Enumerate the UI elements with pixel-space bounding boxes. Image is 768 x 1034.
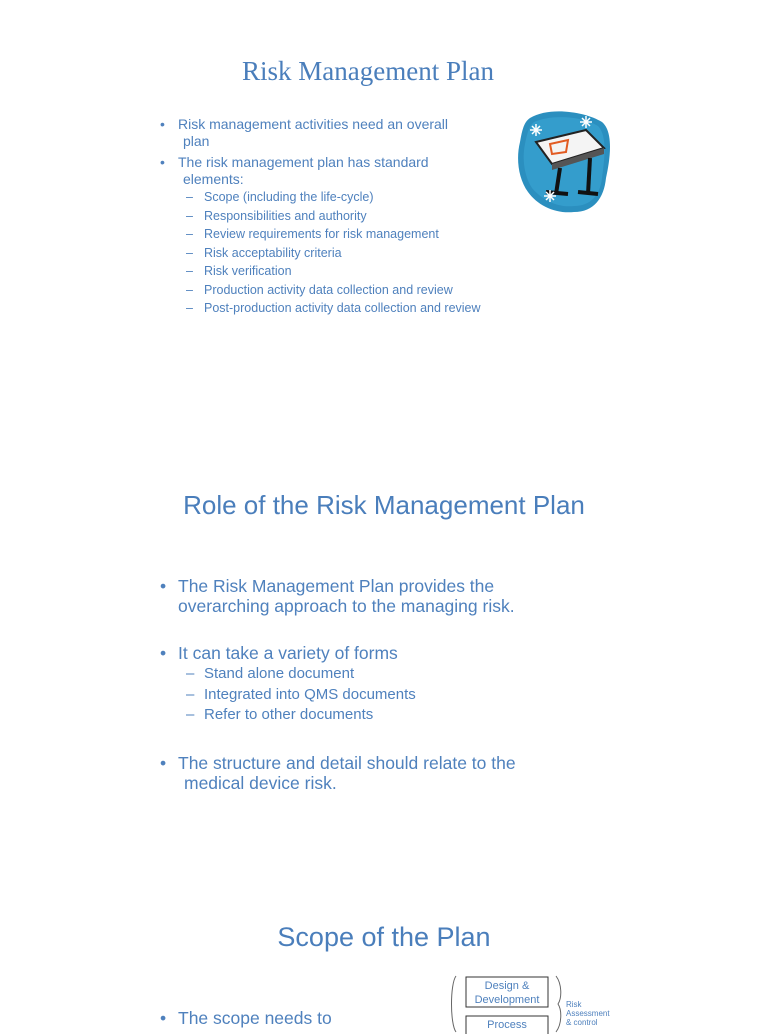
drafting-table-icon: [516, 108, 612, 216]
bullet-item: [158, 154, 508, 316]
bullet-text: • The Risk Management Plan provides the: [178, 576, 495, 596]
bullet-text-continued: overarching approach to the managing risk.: [178, 596, 515, 616]
bullet-list: [158, 1008, 418, 1028]
box-label: Design &: [484, 980, 530, 992]
bullet-text: • The scope needs to: [178, 1008, 332, 1028]
bullet-text: • The risk management plan has standard: [178, 154, 429, 170]
sub-bullet-item: – Refer to other documents: [182, 705, 608, 726]
sub-bullet-item: – Post-production activity data collection and review: [182, 301, 508, 316]
bullet-list: [158, 116, 508, 320]
slide-title: Scope of the Plan: [277, 922, 491, 952]
slide-title: Role of the Risk Management Plan: [183, 490, 585, 520]
slide-title: Risk Management Plan: [242, 56, 494, 86]
sub-bullet-item: – Review requirements for risk management: [182, 227, 508, 242]
slide-scope-of-plan: [0, 910, 768, 1031]
bullet-text-continued: elements:: [183, 171, 244, 187]
sub-bullet-item: – Risk verification: [182, 264, 508, 279]
sub-bullet-item: – Integrated into QMS documents: [182, 685, 608, 706]
bullet-item: [158, 643, 608, 726]
bullet-text: • Risk management activities need an overall: [178, 116, 449, 132]
bullet-text-continued: medical device risk.: [184, 772, 337, 793]
lifecycle-diagram: [444, 974, 624, 1034]
bullet-text-continued: plan: [183, 133, 210, 149]
box-label: Process: [487, 1019, 527, 1031]
bullet-item: [158, 116, 508, 150]
bullet-text: • The structure and detail should relate to the: [178, 752, 516, 773]
sub-bullet-item: – Scope (including the life-cycle): [182, 190, 508, 205]
bullet-text: • It can take a variety of forms: [178, 643, 398, 663]
side-label: Risk: [566, 1000, 582, 1009]
bullet-item: [158, 753, 608, 793]
bullet-item: [158, 576, 608, 616]
slide-risk-management-plan: [0, 0, 768, 430]
forms-list: [178, 664, 608, 726]
side-label: & control: [566, 1018, 598, 1027]
side-label: Assessment: [566, 1009, 610, 1018]
sub-bullet-item: – Responsibilities and authority: [182, 209, 508, 224]
sub-bullet-item: – Production activity data collection and review: [182, 283, 508, 298]
bullet-list: [158, 576, 608, 793]
sub-bullet-item: – Stand alone document: [182, 664, 608, 685]
slide-role-of-plan: [0, 470, 768, 890]
box-label: Development: [474, 994, 540, 1006]
plan-elements-list: [178, 190, 508, 316]
bullet-item: [158, 1008, 418, 1028]
sub-bullet-item: – Risk acceptability criteria: [182, 246, 508, 261]
